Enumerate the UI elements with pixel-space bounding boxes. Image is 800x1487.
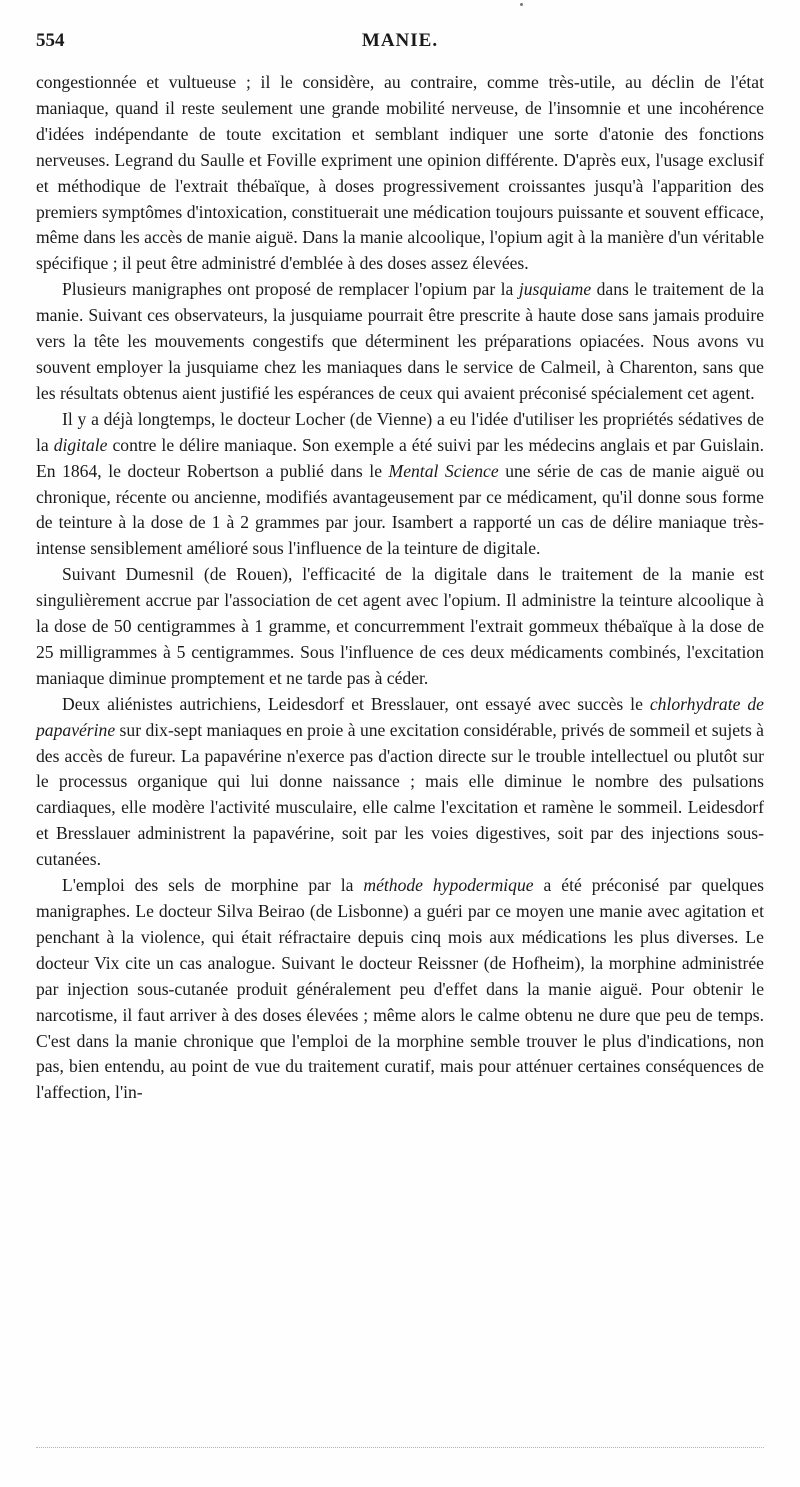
page-number: 554	[36, 30, 65, 51]
italic-term: digitale	[53, 434, 108, 455]
paragraph	[36, 562, 764, 692]
text-run: L'emploi des sels de morphine par la	[62, 875, 364, 896]
paragraph	[36, 692, 764, 873]
text-run: Plusieurs manigraphes ont proposé de remplacer l'opium par la	[62, 279, 519, 300]
text-run: une série de cas de manie aiguë ou chronique, récente ou ancienne, modifiés avantageusement par ce médicament, qu'il donne sous forme de teinture à la dose de 1 à 2 grammes par jour. Isambert a rapporté un cas de délire maniaque très-intense sensiblement amélioré sous l'influence de la teinture de digitale.	[36, 460, 764, 559]
text-run: sur dix-sept maniaques en proie à une excitation considérable, privés de sommeil et sujets à des accès de fureur. La papavérine n'exerce pas d'action directe sur le trouble intellectuel ou plutôt sur le processus organique qui lui donne naissance ; mais elle diminue le nombre des pulsations cardiaques, elle modère l'activité musculaire, elle calme l'excitation et ramène le sommeil. Leidesdorf et Bresslauer administrent la papavérine, soit par les voies digestives, soit par des injections sous-cutanées.	[36, 719, 764, 870]
paragraph	[36, 277, 764, 407]
text-run: dans le traitement de la manie. Suivant ces observateurs, la jusquiame pourrait être prescrite à haute dose sans jamais produire vers la tête les mouvements congestifs que déterminent les préparations opiacées. Nous avons vu souvent employer la jusquiame chez les maniaques dans le service de Calmeil, à Charenton, sans que les résultats obtenus aient justifié les espérances de ceux qui avaient préconisé spécialement cet agent.	[36, 279, 765, 403]
page-header	[36, 30, 764, 58]
italic-term: chlorhydrate de papavérine	[36, 693, 764, 740]
text-run: congestionnée et vultueuse ; il le considère, au contraire, comme très-utile, au déclin de l'état maniaque, quand il reste seulement une grande mobilité nerveuse, de l'insomnie et une incohérence d'idées indépendante de toute excitation et semblant indiquer une sorte d'atonie des fonctions nerveuses. Legrand du Saulle et Foville expriment une opinion différente. D'après eux, l'usage exclusif et méthodique de l'extrait thébaïque, à doses progressivement croissantes jusqu'à l'apparition des premiers symptômes d'intoxication, constituerait une médication toujours puissante et souvent efficace, même dans les accès de manie aiguë. Dans la manie alcoolique, l'opium agit à la manière d'un véritable spécifique ; il peut être administré d'emblée à des doses assez élevées.	[36, 72, 764, 274]
italic-term: méthode hypodermique	[363, 875, 534, 896]
footer-rule	[36, 1447, 764, 1448]
italic-term: Mental Science	[388, 460, 499, 481]
ink-speck	[520, 3, 523, 6]
paragraph	[36, 70, 764, 277]
running-title: MANIE.	[361, 30, 439, 51]
paragraph	[36, 873, 764, 1106]
text-run: Suivant Dumesnil (de Rouen), l'efficacité de la digitale dans le traitement de la manie est singulièrement accrue par l'association de cet agent avec l'opium. Il administre la teinture alcoolique à la dose de 50 centigrammes à 1 gramme, et concurremment l'extrait gommeux thébaïque à la dose de 25 milligrammes à 5 centigrammes. Sous l'influence de ces deux médicaments combinés, l'excitation maniaque diminue promptement et ne tarde pas à céder.	[36, 564, 764, 688]
text-run: Deux aliénistes autrichiens, Leidesdorf et Bresslauer, ont essayé avec succès le	[62, 693, 650, 714]
body-text	[36, 70, 764, 1106]
text-run: a été préconisé par quelques manigraphes. Le docteur Silva Beirao (de Lisbonne) a guéri par ce moyen une manie avec agitation et penchant à la violence, qui était réfractaire depuis cinq mois aux médications les plus diverses. Le docteur Vix cite un cas analogue. Suivant le docteur Reissner (de Hofheim), la morphine administrée par injection sous-cutanée produit généralement peu d'effet dans la manie aiguë. Pour obtenir le narcotisme, il faut arriver à des doses élevées ; même alors le calme obtenu ne dure que peu de temps. C'est dans la manie chronique que l'emploi de la morphine semble trouver le plus d'indications, non pas, bien entendu, au point de vue du traitement curatif, mais pour atténuer certaines conséquences de l'affection, l'in-	[36, 875, 765, 1103]
text-run: contre le délire maniaque. Son exemple a été suivi par les médecins anglais et par Guislain. En 1864, le docteur Robertson a publié dans le	[36, 434, 764, 481]
italic-term: jusquiame	[518, 279, 592, 300]
text-run: Il y a déjà longtemps, le docteur Locher (de Vienne) a eu l'idée d'utiliser les propriétés sédatives de la	[36, 408, 764, 455]
paragraph	[36, 407, 764, 562]
